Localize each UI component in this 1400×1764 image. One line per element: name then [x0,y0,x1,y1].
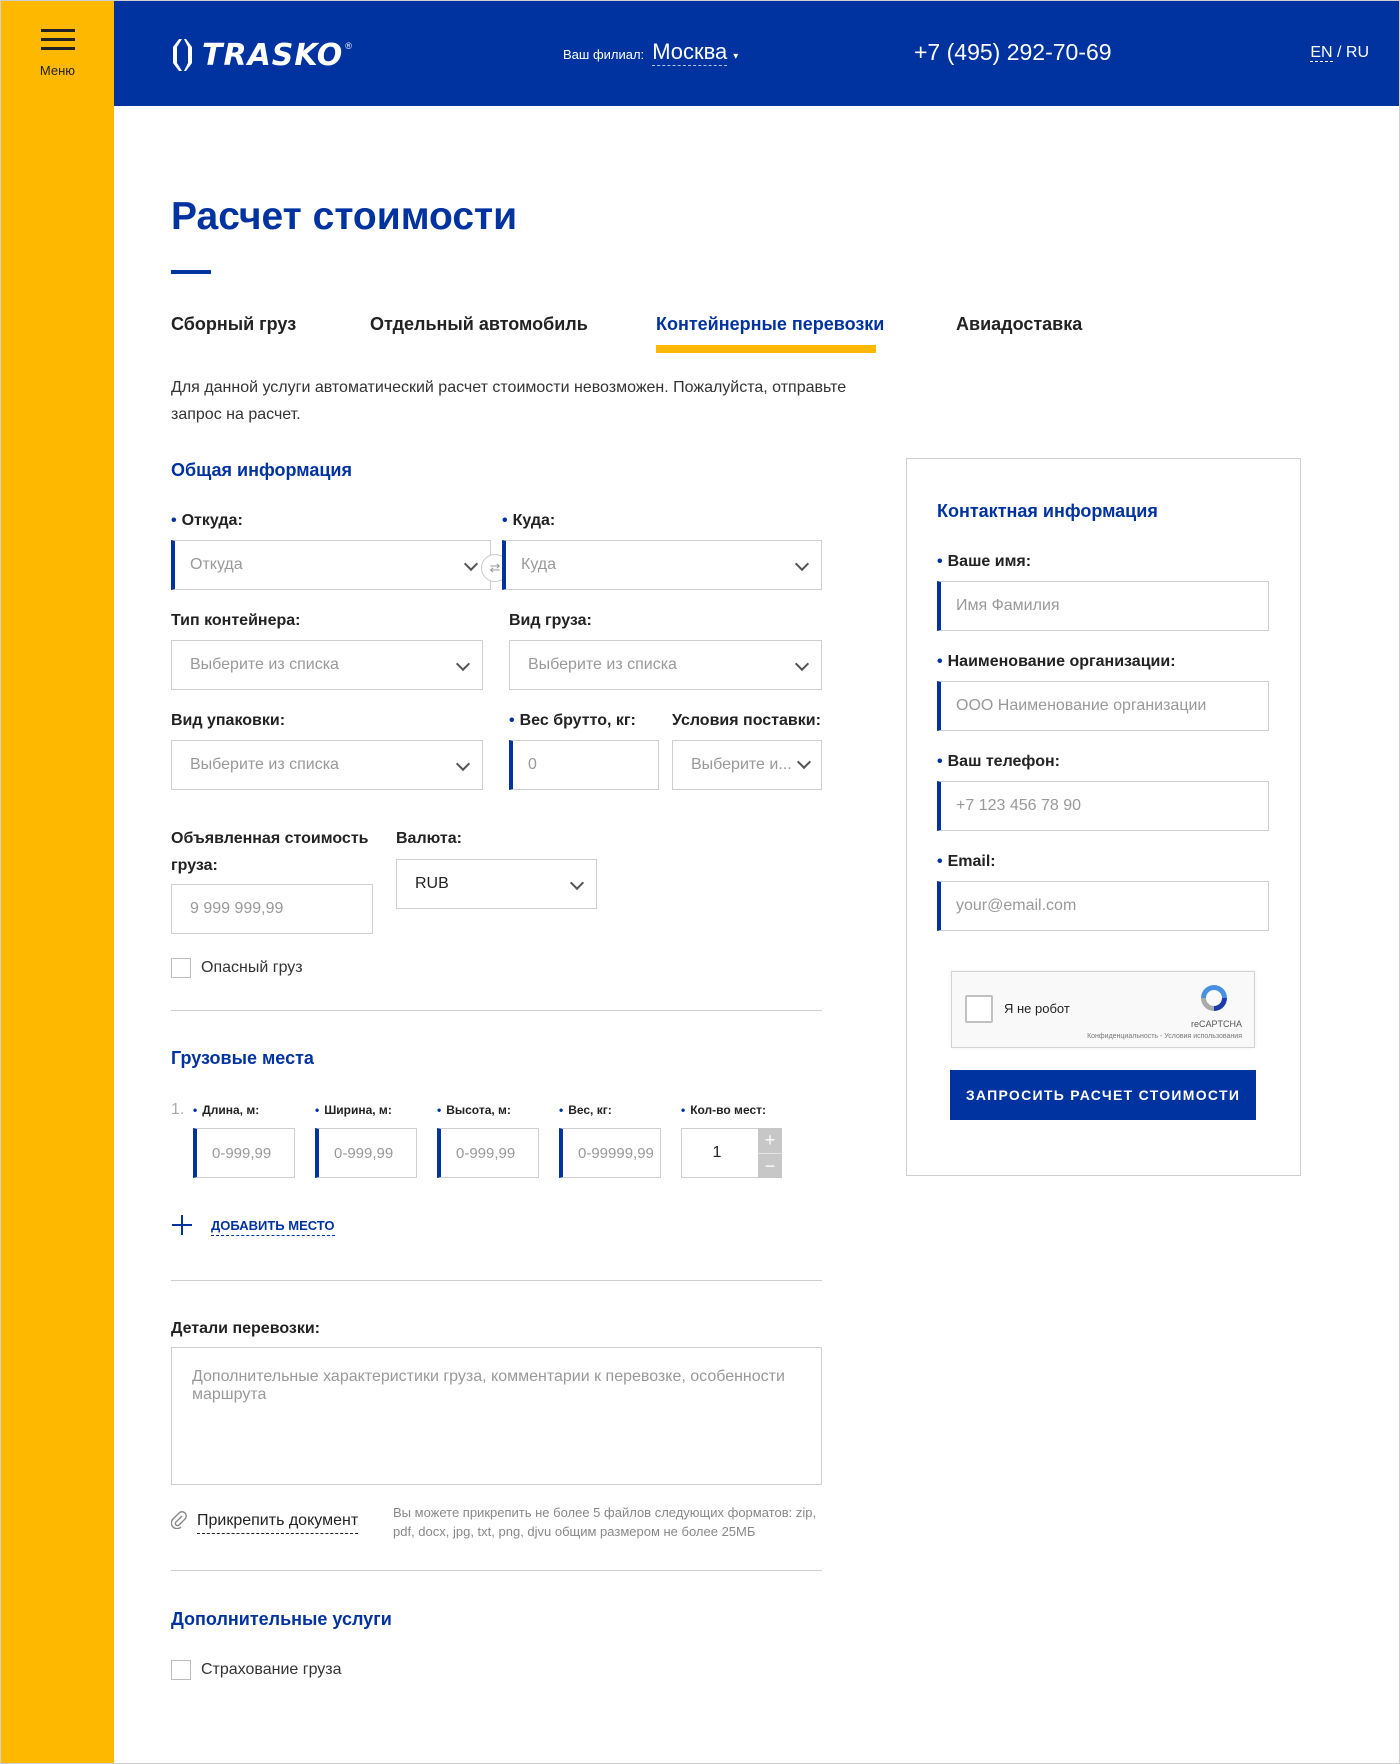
height-input[interactable] [437,1128,539,1178]
chevron-down-icon [795,557,809,571]
sidebar [1,1,114,1763]
tab-air[interactable]: Авиадоставка [956,314,1083,334]
container-type-label: Тип контейнера: [171,612,301,629]
active-tab-indicator [656,345,876,353]
cargo-type-label: Вид груза: [509,612,592,629]
qty-value: 1 [712,1144,722,1161]
insurance-checkbox[interactable] [171,1660,191,1680]
paperclip-icon [171,1511,197,1534]
org-placeholder: ООО Наименование организации [956,697,1207,714]
qty-input[interactable] [681,1128,761,1178]
recaptcha-label: Я не робот [1004,1001,1070,1016]
length-input[interactable] [193,1128,295,1178]
cargo-type-placeholder: Выберите из списка [528,656,677,673]
weight-input[interactable] [559,1128,661,1178]
insurance-label: Страхование груза [201,1661,342,1678]
length-placeholder: 0-999,99 [212,1144,272,1162]
height-placeholder: 0-999,99 [456,1144,516,1162]
phone-input[interactable] [937,781,1269,831]
to-select[interactable] [502,540,822,590]
gross-weight-input[interactable] [509,740,659,790]
title-accent-bar [171,270,211,274]
attach-hint: Вы можете прикрепить не более 5 файлов следующих форматов: zip, pdf, docx, jpg, txt, png, djvu общим размером не более 25МБ [393,1505,817,1539]
menu-label[interactable]: Меню [39,63,76,78]
chevron-down-icon [456,657,470,671]
swap-icon[interactable]: ⇄ [481,554,509,582]
to-label: • Куда: [502,512,555,530]
gross-weight-label: • Вес брутто, кг: [509,712,636,730]
cargo-type-select[interactable] [509,640,822,690]
branch-selector[interactable] [563,39,738,66]
increment-icon[interactable]: + [764,1130,776,1150]
height-label: • Высота, м: [437,1103,511,1117]
qty-stepper[interactable] [758,1128,782,1178]
packaging-select[interactable] [171,740,483,790]
details-textarea[interactable] [171,1347,822,1485]
currency-select[interactable] [396,859,597,909]
container-type-select[interactable] [171,640,483,690]
tab-dedicated-vehicle[interactable]: Отдельный автомобиль [370,314,588,334]
declared-value-label-2: груза: [171,857,218,874]
delivery-terms-label: Условия поставки: [672,712,821,729]
currency-label: Валюта: [396,830,462,847]
currency-value: RUB [415,875,449,892]
length-label: • Длина, м: [193,1103,259,1117]
header [114,1,1399,106]
delivery-terms-select[interactable] [672,740,822,790]
container-type-placeholder: Выберите из списка [190,656,339,673]
declared-value-input[interactable] [171,884,373,934]
submit-request-button[interactable]: ЗАПРОСИТЬ РАСЧЕТ СТОИМОСТИ [950,1070,1256,1120]
header-phone[interactable]: +7 (495) 292-70-69 [914,39,1112,65]
recaptcha-checkbox[interactable] [965,995,993,1023]
qty-label: • Кол-во мест: [681,1103,766,1117]
add-place-button[interactable] [171,1214,335,1239]
declared-value-placeholder: 9 999 999,99 [190,900,284,917]
name-label: • Ваше имя: [937,553,1031,571]
details-placeholder: Дополнительные характеристики груза, комментарии к перевозке, особенности маршрута [192,1368,785,1403]
chevron-down-icon [570,876,584,890]
divider [171,1570,822,1571]
lang-ru[interactable]: RU [1345,44,1369,61]
tab-groupage[interactable]: Сборный груз [171,314,297,334]
logo-registered-mark: ® [345,41,352,51]
to-placeholder: Куда [521,556,557,573]
attach-document-button[interactable] [171,1511,358,1534]
place-row-number: 1. [171,1101,185,1118]
from-label: • Откуда: [171,512,243,530]
phone-placeholder: +7 123 456 78 90 [956,797,1082,814]
declared-value-label-1: Объявленная стоимость [171,830,369,847]
gross-weight-placeholder: 0 [528,756,537,773]
branch-label: Ваш филиал: [563,47,645,62]
from-select[interactable] [171,540,491,590]
plus-icon [171,1214,195,1239]
from-placeholder: Откуда [190,556,243,573]
logo-emblem-icon [170,37,196,73]
section-title-general: Общая информация [171,460,352,480]
weight-placeholder: 0-99999,99 [578,1144,654,1162]
recaptcha-widget [951,971,1255,1048]
email-input[interactable] [937,881,1269,931]
chevron-down-icon [795,657,809,671]
section-title-extra: Дополнительные услуги [171,1609,392,1629]
width-label: • Ширина, м: [315,1103,392,1117]
packaging-placeholder: Выберите из списка [190,756,339,773]
notice-text: Для данной услуги автоматический расчет стоимости невозможен. Пожалуйста, отправьте запрос на расчет. [171,379,847,423]
decrement-icon[interactable]: − [758,1153,782,1178]
email-label: • Email: [937,853,996,871]
chevron-down-icon [797,755,811,769]
logo-text: TRASKO [202,37,344,73]
chevron-down-icon [464,557,478,571]
phone-label: • Ваш телефон: [937,753,1060,771]
dangerous-checkbox[interactable] [171,958,191,978]
recaptcha-terms[interactable]: Конфиденциальность - Условия использования [1087,1033,1242,1040]
section-title-contact: Контактная информация [937,501,1158,521]
tab-container[interactable]: Контейнерные перевозки [656,314,885,334]
email-placeholder: your@email.com [956,897,1077,914]
divider [171,1010,822,1011]
lang-separator: / [1332,44,1346,61]
hamburger-menu-icon[interactable] [41,29,75,51]
attach-document-label[interactable]: Прикрепить документ [197,1512,358,1534]
divider [171,1280,822,1281]
branch-city[interactable]: Москва [652,39,728,64]
width-placeholder: 0-999,99 [334,1144,394,1162]
recaptcha-brand: reCAPTCHA [1190,1019,1242,1029]
logo[interactable] [170,35,352,75]
delivery-terms-placeholder: Выберите и... [691,756,792,773]
add-place-label[interactable]: ДОБАВИТЬ МЕСТО [211,1218,335,1236]
name-input[interactable] [937,581,1269,631]
lang-en[interactable]: EN [1310,44,1333,61]
packaging-label: Вид упаковки: [171,712,286,729]
weight-label: • Вес, кг: [559,1103,612,1117]
language-switcher [1310,44,1369,62]
chevron-down-icon [456,757,470,771]
dangerous-label: Опасный груз [201,959,303,976]
width-input[interactable] [315,1128,417,1178]
page-title: Расчет стоимости [171,195,518,238]
org-label: • Наименование организации: [937,653,1176,671]
org-input[interactable] [937,681,1269,731]
name-placeholder: Имя Фамилия [956,597,1060,614]
recaptcha-logo-icon [1198,982,1230,1014]
section-title-places: Грузовые места [171,1048,314,1068]
details-label: Детали перевозки: [171,1320,321,1337]
caret-down-icon: ▾ [733,51,739,62]
